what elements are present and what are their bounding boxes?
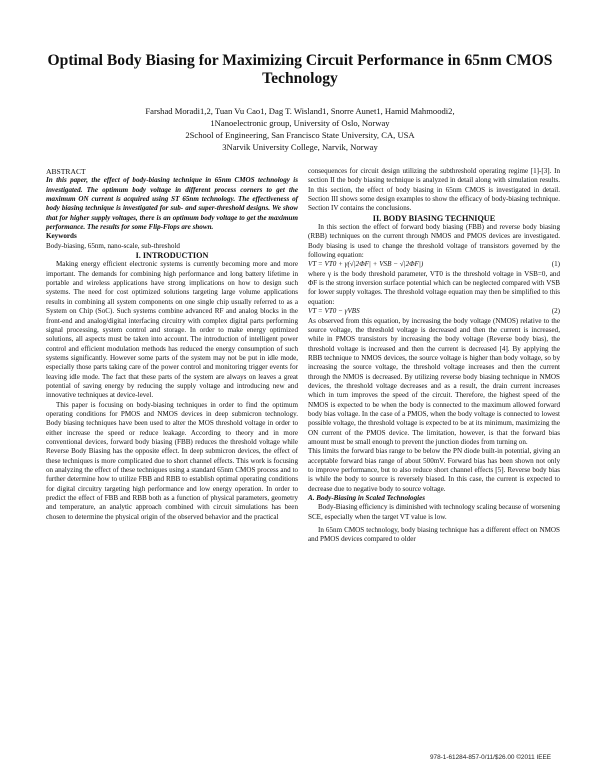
equation-1-body: VT = VT0 + γ(√|2ΦF| + VSB − √|2ΦF|) (308, 260, 424, 269)
equation-1 (308, 260, 560, 269)
left-column (46, 167, 298, 522)
equation-2 (308, 307, 560, 316)
section-heading-body-biasing: II. BODY BIASING TECHNIQUE (372, 213, 496, 223)
affiliation-2: 2School of Engineering, San Francisco State University, CA, USA (185, 130, 415, 140)
equation-2-number: (2) (551, 307, 560, 316)
body-bias-paragraph-4: This limits the forward bias range to be below the PN diode built-in potential, giving an acceptable forward bias range of about 500mV. Forward bias has been shown not only to improve performance, but to also reduce short channel effects [5]. Reverse body bias is while the body to source is reversely biased. In this case, the current is expected to decrease due to negative body to source voltage. (308, 447, 560, 493)
body-bias-paragraph-3: As observed from this equation, by increasing the body voltage (NMOS) relative to the source voltage, the threshold voltage is decreased and then the current is increased, while in PMOS transistors by increasing the body voltage (Reverse body bias), the threshold voltage is increased and then the current is decreased [4]. By applying the RBB technique to NMOS devices, the source voltage is higher than body voltage, so by increasing the source voltage, the threshold voltage increases and then the current through the NMOS is decreased. By utilizing reverse body biasing technique in NMOS devices, the threshold voltage decreases and as a result, the drain current increases which in turn improves the speed of the circuit. Therefore, the highest speed of the NMOS is expected to be when the body is connected to the maximum allowed forward body bias voltage. In the case of a PMOS, when the body voltage is connected to lowest possible voltage, the threshold voltage is expected to be at its minimum, maximizing the ON current of the PMOS device. The limitation, however, is that the forward bias amount must be small enough to prevent the junction diodes from turning on. (308, 316, 560, 446)
intro-paragraph-2: This paper is focusing on body-biasing techniques in order to find the optimum operating conditions for PMOS and NMOS devices in deep submicron technology. Body biasing techniques have been used to alter the MOS threshold voltage in order to either increase the speed or reduce leakage. According to theory and in more conventional devices, forward body biasing (FBB) reduces the threshold voltage while Reverse Body Biasing has the opposite effect. In deep submicron devices, the effect of these techniques is more complicated due to short channel effects. This work is focusing on analyzing the effect of these techniques using a standard 65nm CMOS process and to further determine how to utilize FBB and RBB to establish optimal operating conditions for digital circuitry targeting high performance and low energy operation. In order to predict the effect of FBB and RBB both as a function of physical parameters, geometry and temperature, an analytic approach combined with circuit simulations has been chosen to determine the physical origin of the observed behavior and the practical (46, 400, 298, 521)
subsection-heading-scaled: A. Body-Biasing in Scaled Technologies (308, 494, 425, 503)
scaled-paragraph-2: In 65nm CMOS technology, body biasing technique has a different effect on NMOS and PMOS devices compared to older (308, 526, 560, 544)
abstract-heading: ABSTRACT (46, 167, 86, 176)
body-bias-paragraph-1: In this section the effect of forward body biasing (FBB) and reverse body biasing (RBB) techniques on the current through NMOS and PMOS devices are investigated. Body biasing is used to change the threshold voltage of transistors governed by the following equation: (308, 223, 560, 260)
equation-2-body: VT = VT0 − γVBS (308, 307, 360, 316)
scaled-paragraph-1: Body-Biasing efficiency is diminished with technology scaling because of worsening SCE, especially when the target VT value is low. (308, 503, 560, 521)
paper-title: Optimal Body Biasing for Maximizing Circuit Performance in 65nm CMOS Technology (47, 52, 553, 87)
right-column (308, 167, 560, 545)
author-block (60, 105, 540, 153)
section-heading-introduction: I. INTRODUCTION (135, 251, 209, 261)
author-list: Farshad Moradi1,2, Tuan Vu Cao1, Dag T. Wisland1, Snorre Aunet1, Hamid Mahmoodi2, (145, 106, 455, 116)
affiliation-1: 1Nanoelectronic group, University of Oslo, Norway (210, 118, 390, 128)
intro-continuation: consequences for circuit design utilizing the subthreshold operating regime [1]-[3]. In section II the body biasing technique is analyzed in detail along with simulation results. In this section, the effect of body biasing in 65nm CMOS is investigated in detail. Section III shows some design examples to show the efficacy of body-biasing technique. Section IV contains the conclusions. (308, 167, 560, 213)
equation-1-number: (1) (551, 260, 560, 269)
body-bias-paragraph-2: where γ is the body threshold parameter, VT0 is the threshold voltage in VSB=0, and ΦF is the strong inversion surface potential which can be neglected compared with VSB for lower supply voltages. The threshold voltage equation may then be simplified to this equation: (308, 269, 560, 306)
keywords-text: Body-biasing, 65nm, nano-scale, sub-threshold (46, 241, 180, 250)
affiliation-3: 3Narvik University College, Narvik, Norway (222, 142, 378, 152)
keywords-heading: Keywords (46, 232, 77, 241)
copyright-footer: 978-1-61284-857-0/11/$26.00 ©2011 IEEE (430, 754, 552, 761)
abstract-text: In this paper, the effect of body-biasing technique in 65nm CMOS technology is investigated. The optimum body voltage in different process corners to get the maximum ON current is acquired using ST 65nm technology. The effectiveness of body biasing technique is investigated for sub- and super-threshold designs. We show that for higher supply voltages, there is an optimum body voltage to get the maximum performance. The results for some Flip-Flops are shown. (46, 176, 298, 232)
intro-paragraph-1: Making energy efficient electronic systems is currently becoming more and more important. The demands for combining high performance and long battery lifetime in portable and wireless applications have strong implications on how to design such systems. The need for cost optimized solutions targeting large volume applications results in combining all system components on one single chip usually referred to as a System on Chip (SoC). Such systems combine advanced RF and analog blocks in the front-end and analog/digital interfacing circuitry with complex digital parts performing signal processing, system control and storage. In order to make energy optimized solutions, all aspects must be taken into account. The introduction of intelligent power control and efficient modulation methods has reduced the energy consumption of such systems significantly. However some parts of the system may not be put in idle mode, especially those parts taking care of the power control and monitoring trigger events for leaving idle mode. The fact that these parts of the system are always on leaves a great potential of saving energy by reducing the supply voltage and introducing new and innovative techniques at device-level. (46, 260, 298, 400)
